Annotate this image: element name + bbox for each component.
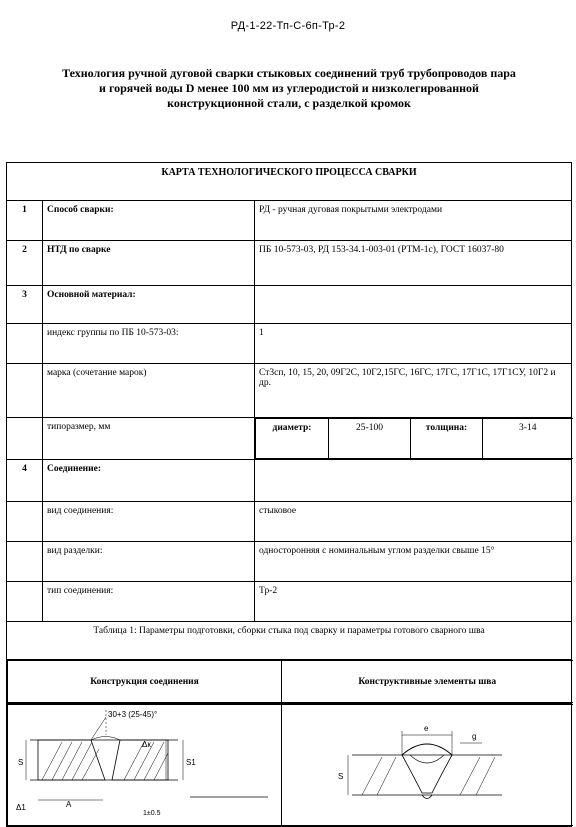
thickness-s1-label: S1 bbox=[186, 758, 196, 767]
joint-kind-value: стыковое bbox=[255, 502, 572, 542]
row-number-empty bbox=[7, 324, 43, 364]
size-value-cell bbox=[255, 418, 572, 460]
drawing-headers bbox=[7, 660, 573, 703]
group-index-value: 1 bbox=[255, 324, 572, 364]
title-line-3: конструкционной стали, с разделкой кромок bbox=[167, 96, 411, 110]
row-number: 3 bbox=[7, 286, 43, 324]
delta-k-label: Δк bbox=[142, 740, 151, 749]
base-material-value bbox=[255, 286, 572, 324]
row-number-empty bbox=[7, 582, 43, 622]
row-number-empty bbox=[7, 502, 43, 542]
ntd-value: ПБ 10-573-03, РД 153-34.1-003-01 (РТМ-1с), ГОСТ 16037-80 bbox=[255, 241, 572, 286]
welding-method-label: Способ сварки: bbox=[43, 201, 255, 241]
construction-header: Конструкция соединения bbox=[8, 661, 282, 703]
diameter-value: 25-100 bbox=[329, 419, 411, 459]
drawings-cell bbox=[7, 704, 572, 827]
ntd-label: НТД по сварке bbox=[43, 241, 255, 286]
steel-grade-value: Ст3сп, 10, 15, 20, 09Г2С, 10Г2,15ГС, 16ГС, 17ГС, 17Г1С, 17Г1СУ, 10Г2 и др. bbox=[255, 364, 572, 418]
thickness-value: 3-14 bbox=[483, 419, 573, 459]
joint-type-value: Тр-2 bbox=[255, 582, 572, 622]
diameter-label: диаметр: bbox=[256, 419, 329, 459]
size-subtable bbox=[255, 418, 573, 459]
weld-width-e-label: e bbox=[424, 724, 429, 733]
joint-type-label: тип соединения: bbox=[43, 582, 255, 622]
joint-label: Соединение: bbox=[43, 460, 255, 502]
steel-grade-label: марка (сочетание марок) bbox=[43, 364, 255, 418]
delta1-label: Δ1 bbox=[16, 803, 26, 812]
group-index-label: индекс группы по ПБ 10-573-03: bbox=[43, 324, 255, 364]
process-card-table bbox=[6, 162, 572, 827]
elements-header: Конструктивные элементы шва bbox=[282, 661, 573, 703]
row-number: 4 bbox=[7, 460, 43, 502]
row-number-empty bbox=[7, 542, 43, 582]
groove-kind-label: вид разделки: bbox=[43, 542, 255, 582]
size-label: типоразмер, мм bbox=[43, 418, 255, 460]
document-code: РД-1-22-Тп-С-6п-Тр-2 bbox=[230, 20, 346, 32]
card-title: КАРТА ТЕХНОЛОГИЧЕСКОГО ПРОЦЕССА СВАРКИ bbox=[7, 163, 572, 201]
title-line-1: Технология ручной дуговой сварки стыковых соединений труб трубопроводов пара bbox=[62, 66, 516, 80]
row-number: 1 bbox=[7, 201, 43, 241]
construction-drawing-cell bbox=[8, 705, 282, 826]
reinforcement-g-label: g bbox=[472, 732, 477, 741]
joint-kind-label: вид соединения: bbox=[43, 502, 255, 542]
gap-b-label: 1±0.5 bbox=[143, 810, 161, 817]
joint-construction-drawing bbox=[8, 705, 282, 822]
bevel-angle-label: 30+3 (25-45)° bbox=[108, 710, 158, 719]
welding-method-value: РД - ручная дуговая покрытыми электродами bbox=[255, 201, 572, 241]
joint-value bbox=[255, 460, 572, 502]
weld-elements-drawing bbox=[282, 705, 573, 822]
thickness-s-label: S bbox=[18, 758, 24, 767]
drawing-headers-cell bbox=[7, 660, 572, 704]
row-number: 2 bbox=[7, 241, 43, 286]
offset-a-label: A bbox=[66, 800, 72, 809]
title-line-2: и горячей воды D менее 100 мм из углеродистой и низколегированной bbox=[99, 81, 479, 95]
table1-caption: Таблица 1: Параметры подготовки, сборки стыка под сварку и параметры готового сварного шва bbox=[7, 622, 572, 660]
document-title bbox=[6, 66, 572, 111]
thickness-s-label: S bbox=[338, 772, 344, 781]
row-number-empty bbox=[7, 364, 43, 418]
row-number-empty bbox=[7, 418, 43, 460]
elements-drawing-cell bbox=[282, 705, 573, 826]
thickness-label: толщина: bbox=[411, 419, 483, 459]
drawings-row bbox=[7, 704, 573, 826]
groove-kind-value: односторонняя с номинальным углом разделки свыше 15° bbox=[255, 542, 572, 582]
decorative-dots: · · · · · · · bbox=[285, 159, 351, 167]
base-material-label: Основной материал: bbox=[43, 286, 255, 324]
